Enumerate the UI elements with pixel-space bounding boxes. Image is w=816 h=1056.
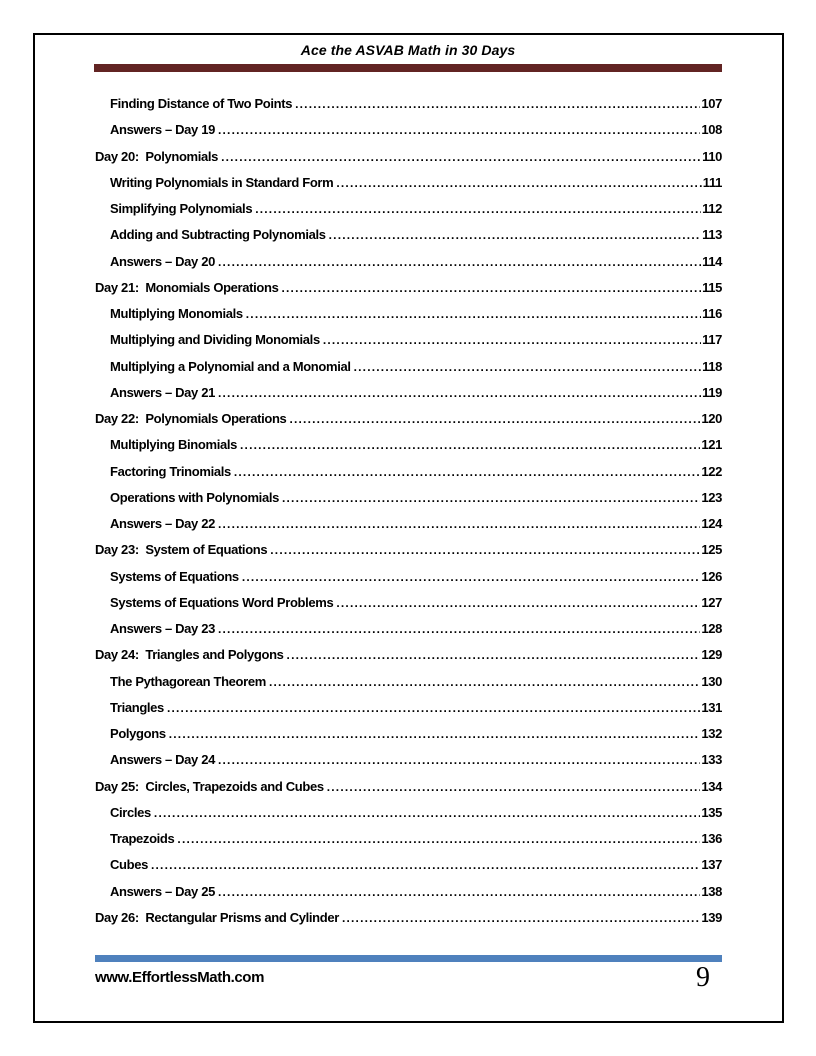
toc-entry [95, 459, 722, 485]
toc-entry-page: 113 [702, 227, 722, 243]
toc-entry-page: 107 [701, 96, 722, 111]
toc-entry [95, 327, 722, 353]
toc-entry-page: 119 [702, 384, 722, 400]
toc-entry-label: Answers – Day 21 [110, 384, 215, 400]
toc-entry-page: 114 [702, 253, 722, 269]
toc-entry-label: Multiplying a Polynomial and a Monomial [110, 358, 351, 374]
toc-entry [95, 905, 722, 931]
toc-entry-label: Day 22: Polynomials Operations [95, 411, 287, 426]
dot-leader [289, 406, 700, 432]
toc-entry-page: 116 [702, 306, 722, 321]
toc-entry [95, 117, 722, 143]
toc-entry-label: Triangles [110, 699, 164, 715]
toc-entry [95, 564, 722, 590]
toc-entry-page: 138 [701, 883, 722, 899]
dot-leader [323, 327, 701, 353]
toc-entry [95, 275, 722, 301]
toc-entry [95, 616, 722, 642]
toc-entry-label: Answers – Day 24 [110, 752, 215, 768]
header-rule [94, 64, 722, 72]
toc-entry [95, 196, 722, 222]
toc-entry [95, 91, 722, 117]
toc-entry-label: Simplifying Polynomials [110, 201, 253, 216]
header-title: Ace the ASVAB Math in 30 Days [300, 42, 516, 58]
toc-entry-label: Multiplying Monomials [110, 306, 243, 321]
dot-leader [329, 222, 701, 248]
dot-leader [167, 695, 700, 721]
toc-entry [95, 852, 722, 878]
toc-entry-page: 137 [701, 857, 722, 873]
toc-entry-label: Factoring Trinomials [110, 463, 231, 479]
toc-entry-label: Day 20: Polynomials [95, 148, 219, 164]
toc-entry [95, 669, 722, 695]
toc-entry [95, 222, 722, 248]
toc-entry [95, 380, 722, 406]
toc-entry-label: Systems of Equations [110, 568, 239, 584]
dot-leader [154, 800, 700, 826]
toc-entry-page: 131 [701, 699, 722, 715]
toc-entry-page: 129 [701, 647, 722, 663]
toc-entry [95, 170, 722, 196]
toc-entry-page: 125 [701, 542, 722, 558]
toc-entry-page: 127 [701, 594, 722, 610]
dot-leader [218, 747, 700, 773]
toc-entry-label: Polygons [110, 726, 166, 741]
page-header [94, 42, 722, 72]
toc-entry-page: 126 [701, 568, 722, 584]
toc-entry-label: Answers – Day 23 [110, 621, 215, 636]
toc-entry-label: Answers – Day 20 [110, 253, 215, 269]
dot-leader [295, 91, 700, 117]
toc-entry-page: 118 [702, 358, 722, 374]
toc-entry [95, 774, 722, 800]
dot-leader [234, 459, 701, 485]
toc-entry-label: Day 26: Rectangular Prisms and Cylinder [95, 909, 339, 925]
page-number: 9 [696, 962, 710, 993]
dot-leader [270, 537, 700, 563]
toc-entry [95, 879, 722, 905]
toc-entry-page: 108 [701, 122, 722, 138]
toc-entry-label: Answers – Day 19 [110, 122, 215, 138]
dot-leader [269, 669, 700, 695]
toc-entry-label: Adding and Subtracting Polynomials [110, 227, 326, 243]
toc-entry-page: 122 [701, 463, 722, 479]
dot-leader [221, 144, 701, 170]
toc-entry-page: 111 [702, 174, 722, 190]
dot-leader [218, 616, 700, 642]
toc-entry-page: 134 [701, 778, 722, 794]
toc-entry-label: Trapezoids [110, 831, 175, 846]
dot-leader [281, 275, 701, 301]
toc-entry [95, 590, 722, 616]
toc-entry-page: 117 [702, 332, 722, 348]
dot-leader [242, 564, 701, 590]
toc-entry-label: Systems of Equations Word Problems [110, 594, 334, 610]
toc-entry [95, 249, 722, 275]
toc-entry [95, 301, 722, 327]
dot-leader [177, 826, 700, 852]
toc-entry [95, 721, 722, 747]
dot-leader [218, 511, 700, 537]
toc-entry-page: 139 [701, 909, 722, 925]
toc-entry-page: 121 [701, 437, 722, 453]
toc-entry-label: Answers – Day 22 [110, 516, 215, 531]
dot-leader [169, 721, 701, 747]
dot-leader [218, 117, 700, 143]
footer-rule [95, 955, 722, 962]
toc-entry [95, 747, 722, 773]
toc-entry [95, 144, 722, 170]
toc-entry [95, 642, 722, 668]
toc-entry-page: 136 [701, 831, 722, 846]
dot-leader [287, 642, 701, 668]
toc-entry [95, 354, 722, 380]
toc-entry-page: 135 [701, 804, 722, 820]
toc-entry-label: Day 21: Monomials Operations [95, 279, 279, 295]
dot-leader [336, 170, 701, 196]
toc-entry-label: Day 25: Circles, Trapezoids and Cubes [95, 778, 324, 794]
toc-entry [95, 537, 722, 563]
toc-entry-page: 130 [701, 673, 722, 689]
toc-entry-label: Day 23: System of Equations [95, 542, 268, 558]
toc-entry-label: Multiplying Binomials [110, 437, 237, 453]
toc-entry [95, 800, 722, 826]
dot-leader [218, 879, 700, 905]
toc-entry [95, 485, 722, 511]
toc-entry [95, 826, 722, 852]
toc-entry-label: Finding Distance of Two Points [110, 96, 293, 111]
dot-leader [327, 774, 701, 800]
footer-website: www.EffortlessMath.com [95, 969, 265, 986]
toc-entry-page: 124 [701, 516, 722, 531]
toc-entry-page: 115 [702, 279, 722, 295]
toc-entry-label: Multiplying and Dividing Monomials [110, 332, 320, 348]
toc-entry-page: 112 [702, 201, 722, 216]
toc-entry-page: 120 [701, 411, 722, 426]
toc-entry [95, 695, 722, 721]
toc-entry-page: 133 [701, 752, 722, 768]
toc-entry-label: Answers – Day 25 [110, 883, 215, 899]
toc-entry-page: 123 [701, 489, 722, 505]
dot-leader [336, 590, 700, 616]
toc-entry-label: Day 24: Triangles and Polygons [95, 647, 284, 663]
dot-leader [218, 380, 701, 406]
table-of-contents [95, 91, 722, 931]
toc-entry-label: Circles [110, 804, 151, 820]
toc-entry-page: 132 [701, 726, 722, 741]
dot-leader [246, 301, 701, 327]
dot-leader [240, 432, 700, 458]
dot-leader [255, 196, 701, 222]
toc-entry-label: Writing Polynomials in Standard Form [110, 174, 334, 190]
toc-entry-label: Operations with Polynomials [110, 489, 279, 505]
toc-entry-page: 110 [702, 148, 722, 164]
dot-leader [282, 485, 700, 511]
dot-leader [354, 354, 701, 380]
toc-entry-label: Cubes [110, 857, 148, 873]
dot-leader [151, 852, 700, 878]
toc-entry [95, 432, 722, 458]
toc-entry-label: The Pythagorean Theorem [110, 673, 266, 689]
toc-entry-page: 128 [701, 621, 722, 636]
toc-entry [95, 406, 722, 432]
dot-leader [342, 905, 700, 931]
dot-leader [218, 249, 701, 275]
toc-entry [95, 511, 722, 537]
